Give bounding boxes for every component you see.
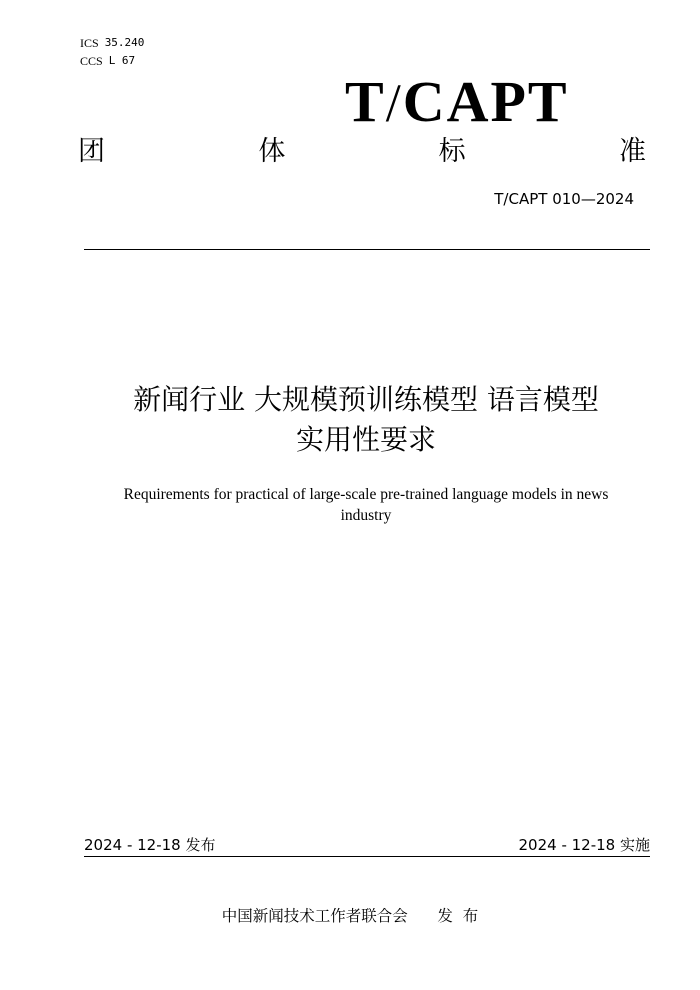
standard-type-char: 体 — [258, 136, 286, 167]
implementation-date: 2024 - 12-18 实施 — [518, 836, 650, 854]
tcapt-logo — [345, 66, 569, 139]
standard-type — [78, 134, 646, 170]
logo-slash: / — [385, 73, 403, 133]
standard-type-char: 准 — [618, 136, 646, 167]
standard-type-char: 团 — [78, 136, 105, 167]
publisher: 中国新闻技术工作者联合会 发 布 — [221, 907, 479, 925]
classification-codes — [80, 34, 144, 70]
ccs-code — [80, 52, 144, 70]
ics-code — [80, 34, 144, 52]
issue-date: 2024 - 12-18 发布 — [84, 836, 216, 854]
chinese-title-line-1: 新闻行业 大规模预训练模型 语言模型 — [133, 383, 599, 416]
ics-label: ICS — [80, 36, 99, 50]
ccs-label: CCS — [80, 54, 103, 68]
logo-capt: CAPT — [402, 69, 569, 134]
ccs-value: L 67 — [108, 54, 136, 67]
standard-type-char: 标 — [438, 136, 466, 167]
english-title-line-2: industry — [340, 507, 392, 524]
chinese-title — [60, 380, 672, 460]
standard-number: T/CAPT 010—2024 — [494, 190, 634, 208]
english-title — [95, 484, 637, 526]
ics-value: 35.240 — [104, 36, 145, 49]
header-divider — [84, 249, 650, 250]
logo-t: T — [345, 69, 386, 134]
english-title-line-1: Requirements for practical of large-scale pre-trained language models in news — [123, 486, 609, 503]
chinese-title-line-2: 实用性要求 — [295, 423, 436, 456]
footer-divider — [84, 856, 650, 857]
